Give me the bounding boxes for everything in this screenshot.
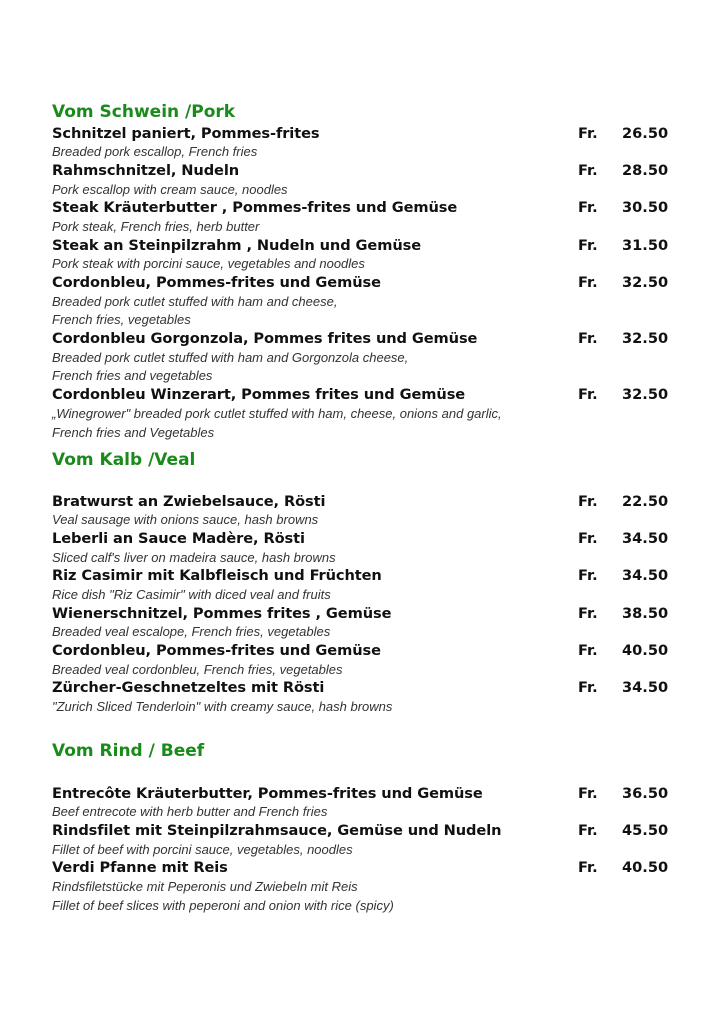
- price-amount: 34.50: [622, 567, 669, 585]
- dish-description: Pork escallop with cream sauce, noodles: [52, 181, 288, 197]
- dish-description: Breaded pork escallop, French fries: [52, 144, 258, 160]
- currency-label: Fr.: [578, 821, 598, 839]
- dish-title: Steak Kräuterbutter , Pommes-frites und Gemüse: [52, 199, 458, 217]
- currency-label: Fr.: [578, 124, 598, 142]
- dish-price: [578, 125, 668, 144]
- dish-title: Wienerschnitzel, Pommes frites , Gemüse: [52, 604, 392, 622]
- currency-label: Fr.: [578, 784, 598, 802]
- dish-title: Entrecôte Kräuterbutter, Pommes-frites und Gemüse: [52, 784, 483, 802]
- dish-title: Rindsfilet mit Steinpilzrahmsauce, Gemüse und Nudeln: [52, 821, 502, 839]
- menu-list-beef: [52, 785, 672, 916]
- price-amount: 40.50: [622, 642, 669, 659]
- currency-label: Fr.: [578, 859, 598, 877]
- dish-description: Breaded veal cordonbleu, French fries, vegetables: [52, 661, 343, 677]
- dish-description: Rice dish "Riz Casimir" with diced veal and fruits: [52, 586, 331, 602]
- dish-price: [578, 330, 668, 349]
- dish-description: Breaded veal escalope, French fries, vegetables: [52, 624, 331, 640]
- currency-label: Fr.: [578, 236, 598, 254]
- currency-label: Fr.: [578, 161, 598, 179]
- price-amount: 40.50: [622, 859, 669, 877]
- dish-title: Rahmschnitzel, Nudeln: [52, 161, 240, 179]
- dish-price: [578, 530, 668, 549]
- price-amount: 30.50: [622, 199, 669, 217]
- section-heading-veal: Vom Kalb /Veal: [52, 450, 196, 470]
- price-amount: 38.50: [622, 604, 669, 622]
- menu-item: [52, 493, 672, 530]
- price-amount: 34.50: [622, 679, 669, 697]
- dish-description: French fries and vegetables: [52, 368, 213, 384]
- menu-list-veal: [52, 493, 672, 717]
- currency-label: Fr.: [578, 386, 598, 404]
- dish-price: [578, 785, 668, 804]
- dish-description: Pork steak, French fries, herb butter: [52, 218, 260, 234]
- menu-item: [52, 605, 672, 642]
- dish-price: [578, 199, 668, 218]
- menu-item: [52, 785, 672, 822]
- price-amount: 45.50: [622, 821, 669, 839]
- menu-list-pork: [52, 125, 672, 443]
- dish-description: Fillet of beef with porcini sauce, vegetables, noodles: [52, 841, 353, 857]
- dish-price: [578, 605, 668, 624]
- dish-title: Verdi Pfanne mit Reis: [52, 859, 228, 877]
- dish-price: [578, 237, 668, 256]
- dish-title: Bratwurst an Zwiebelsauce, Rösti: [52, 492, 326, 510]
- dish-title: Zürcher-Geschnetzeltes mit Rösti: [52, 679, 325, 697]
- price-amount: 36.50: [622, 784, 669, 802]
- currency-label: Fr.: [578, 642, 598, 659]
- dish-description: Sliced calf's liver on madeira sauce, hash browns: [52, 549, 336, 565]
- dish-title: Riz Casimir mit Kalbfleisch und Früchten: [52, 567, 382, 585]
- currency-label: Fr.: [578, 274, 598, 291]
- dish-description: Breaded pork cutlet stuffed with ham and Gorgonzola cheese,: [52, 349, 409, 365]
- currency-label: Fr.: [578, 567, 598, 585]
- dish-description: „Winegrower" breaded pork cutlet stuffed with ham, cheese, onions and garlic,: [52, 405, 502, 421]
- menu-item: [52, 386, 672, 442]
- currency-label: Fr.: [578, 529, 598, 547]
- menu-item: [52, 162, 672, 199]
- price-amount: 32.50: [622, 274, 669, 291]
- dish-price: [578, 822, 668, 841]
- dish-price: [578, 642, 668, 661]
- price-amount: 32.50: [622, 330, 669, 348]
- currency-label: Fr.: [578, 330, 598, 348]
- dish-description: Pork steak with porcini sauce, vegetables and noodles: [52, 256, 365, 272]
- dish-title: Cordonbleu Gorgonzola, Pommes frites und Gemüse: [52, 330, 478, 348]
- dish-price: [578, 386, 668, 405]
- dish-description: French fries, vegetables: [52, 312, 191, 328]
- dish-description: Veal sausage with onions sauce, hash browns: [52, 512, 319, 528]
- price-amount: 28.50: [622, 161, 669, 179]
- dish-description: "Zurich Sliced Tenderloin" with creamy sauce, hash browns: [52, 699, 393, 715]
- menu-item: [52, 822, 672, 859]
- dish-price: [578, 859, 668, 878]
- dish-description: Beef entrecote with herb butter and French fries: [52, 804, 328, 820]
- price-amount: 22.50: [622, 492, 669, 510]
- currency-label: Fr.: [578, 492, 598, 510]
- dish-title: Leberli an Sauce Madère, Rösti: [52, 529, 305, 547]
- dish-title: Cordonbleu Winzerart, Pommes frites und Gemüse: [52, 386, 466, 404]
- dish-price: [578, 567, 668, 586]
- price-amount: 34.50: [622, 529, 669, 547]
- price-amount: 31.50: [622, 236, 669, 254]
- menu-item: [52, 199, 672, 236]
- dish-title: Steak an Steinpilzrahm , Nudeln und Gemüse: [52, 236, 421, 254]
- currency-label: Fr.: [578, 679, 598, 697]
- currency-label: Fr.: [578, 199, 598, 217]
- dish-description: French fries and Vegetables: [52, 424, 215, 440]
- dish-price: [578, 162, 668, 181]
- price-amount: 26.50: [622, 124, 669, 142]
- menu-item: [52, 642, 672, 679]
- dish-description: Fillet of beef slices with peperoni and onion with rice (spicy): [52, 897, 394, 913]
- dish-description: Breaded pork cutlet stuffed with ham and cheese,: [52, 293, 338, 309]
- menu-item: [52, 567, 672, 604]
- dish-price: [578, 274, 668, 293]
- dish-price: [578, 679, 668, 698]
- dish-title: Cordonbleu, Pommes-frites und Gemüse: [52, 274, 381, 291]
- section-heading-pork: Vom Schwein /Pork: [52, 102, 236, 122]
- menu-item: [52, 530, 672, 567]
- menu-item: [52, 125, 672, 162]
- menu-item: [52, 679, 672, 716]
- menu-item: [52, 330, 672, 386]
- dish-title: Cordonbleu, Pommes-frites und Gemüse: [52, 642, 381, 659]
- menu-item: [52, 274, 672, 330]
- menu-item: [52, 859, 672, 915]
- menu-item: [52, 237, 672, 274]
- section-heading-beef: Vom Rind / Beef: [52, 741, 205, 761]
- dish-title: Schnitzel paniert, Pommes-frites: [52, 124, 320, 142]
- dish-description: Rindsfiletstücke mit Peperonis und Zwiebeln mit Reis: [52, 878, 358, 894]
- price-amount: 32.50: [622, 386, 669, 404]
- currency-label: Fr.: [578, 604, 598, 622]
- dish-price: [578, 493, 668, 512]
